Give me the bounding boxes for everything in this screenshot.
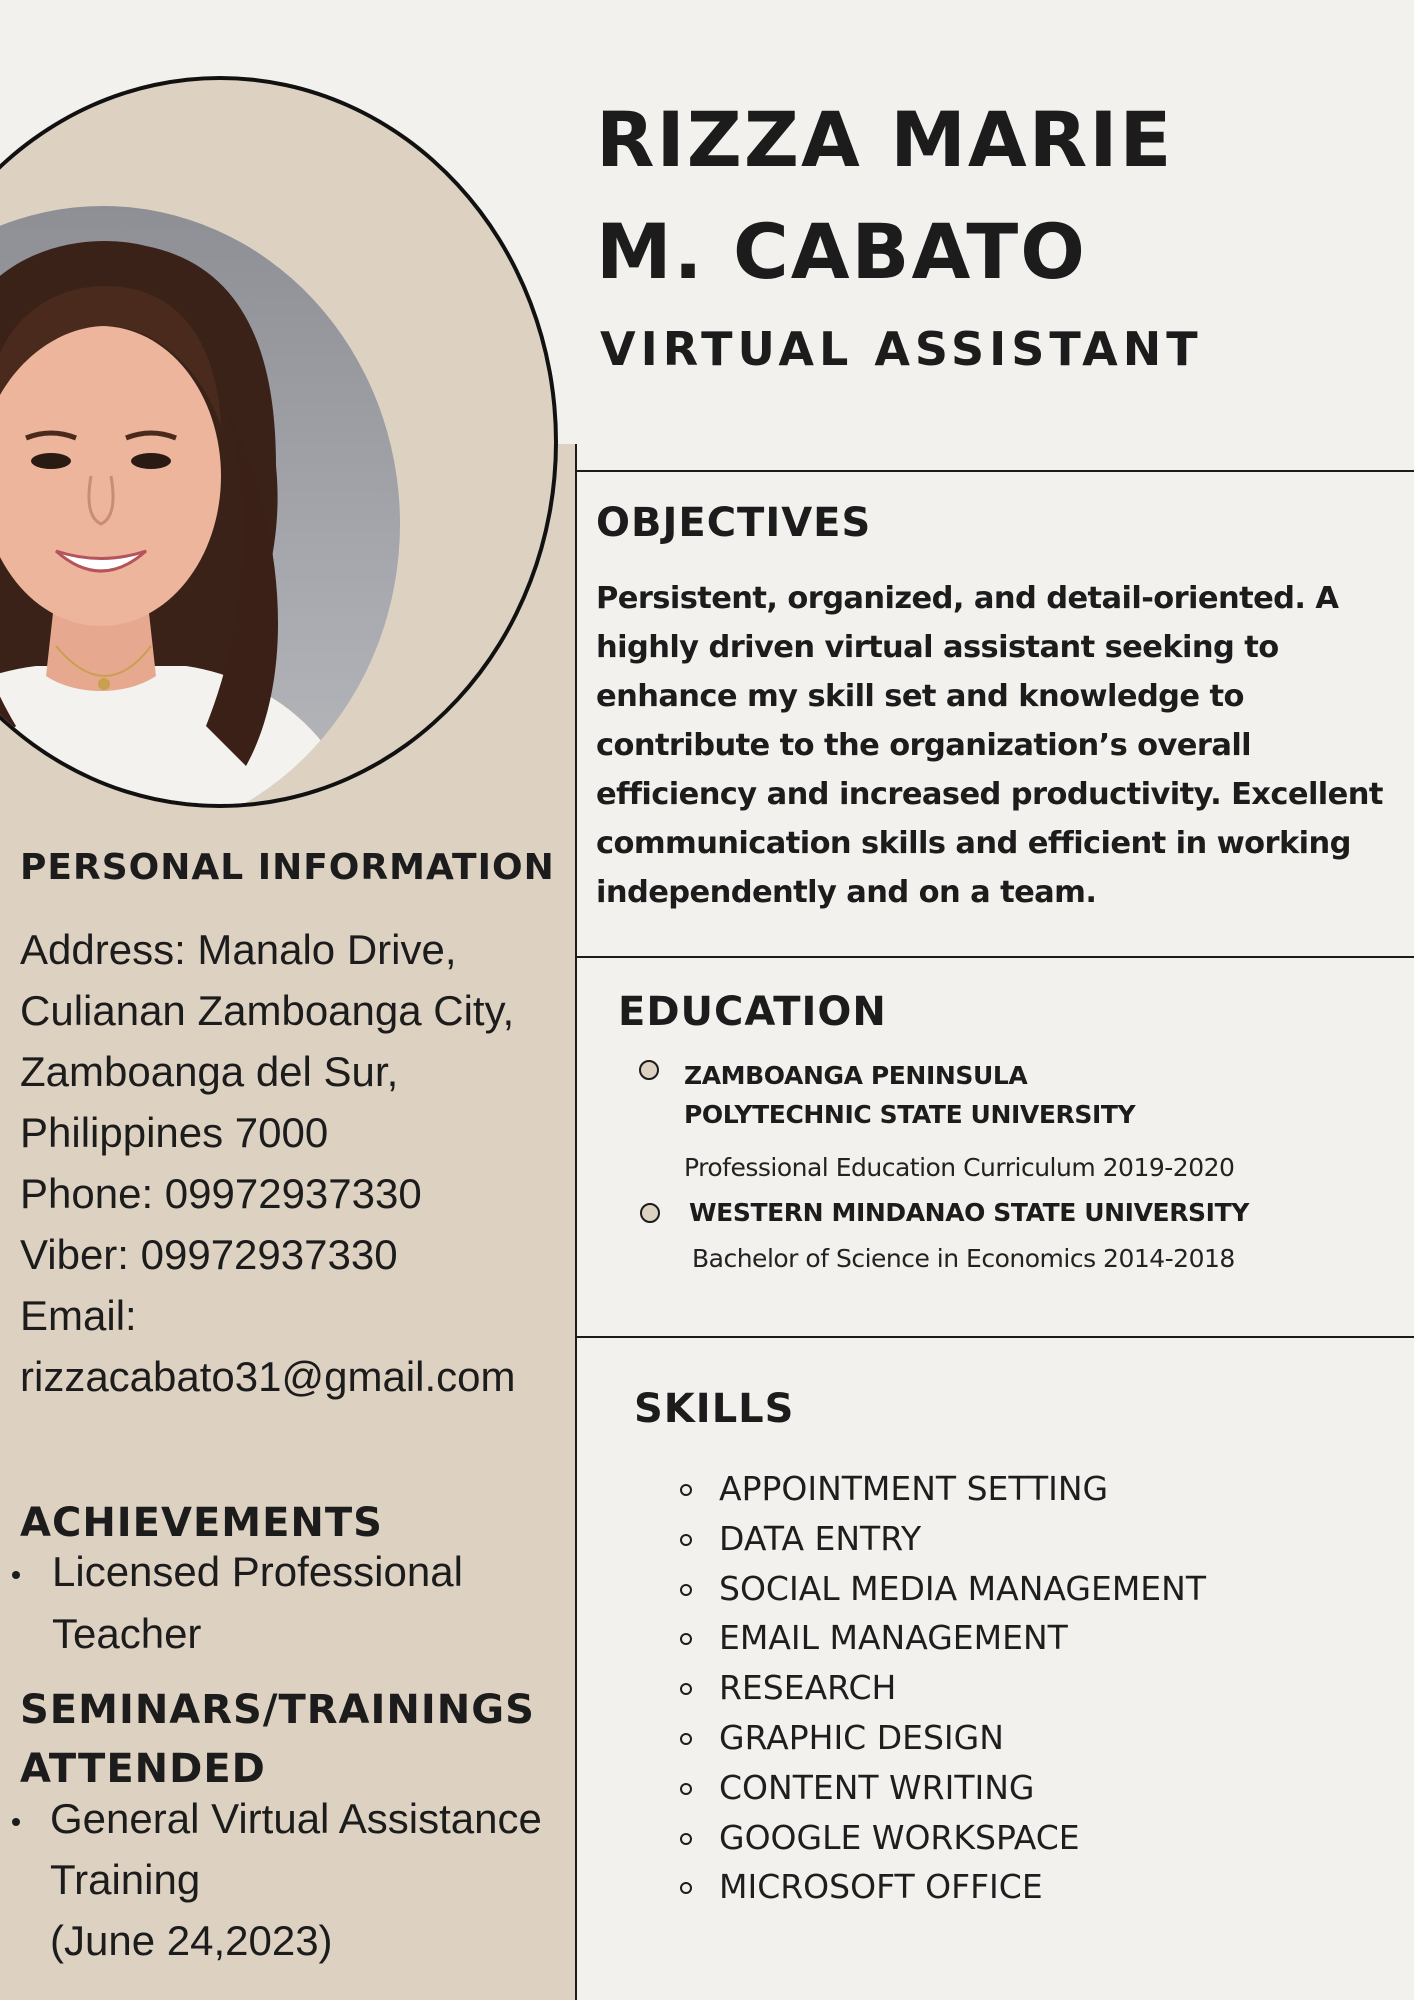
personal-information-heading: PERSONAL INFORMATION xyxy=(20,847,555,888)
address-line: Address: Manalo Drive, xyxy=(20,926,457,973)
seminar-item: General Virtual Assistance xyxy=(50,1795,542,1842)
portrait-illustration xyxy=(0,206,400,808)
education-heading: EDUCATION xyxy=(618,989,887,1035)
education-school-line: ZAMBOANGA PENINSULA xyxy=(684,1061,1028,1090)
skill-item: GRAPHIC DESIGN xyxy=(680,1713,1206,1763)
skill-item: MICROSOFT OFFICE xyxy=(680,1862,1206,1912)
skill-item: CONTENT WRITING xyxy=(680,1763,1206,1813)
seminar-item: (June 24,2023) xyxy=(50,1917,333,1964)
education-bullet-icon xyxy=(639,1060,659,1080)
name-first-line: RIZZA MARIE xyxy=(596,95,1174,184)
education-detail: Professional Education Curriculum 2019-2020 xyxy=(684,1153,1235,1182)
address-line: Zamboanga del Sur, xyxy=(20,1048,399,1095)
skill-item: SOCIAL MEDIA MANAGEMENT xyxy=(680,1564,1206,1614)
address-line: Culianan Zamboanga City, xyxy=(20,987,515,1034)
objectives-text: Persistent, organized, and detail-oriented. A highly driven virtual assistant seeking to enhance my skill set and knowledge to contribute to the organization’s overall efficiency and increased productivity. Excellent communication skills and efficient in working independently and on a team. xyxy=(596,581,1383,910)
skill-item: DATA ENTRY xyxy=(680,1514,1206,1564)
email-label: Email: xyxy=(20,1292,137,1339)
phone-line: Phone: 09972937330 xyxy=(20,1170,422,1217)
address-line: Philippines 7000 xyxy=(20,1109,329,1156)
seminars-heading: SEMINARS/TRAININGS xyxy=(20,1687,535,1733)
skill-item: RESEARCH xyxy=(680,1663,1206,1713)
bullet-icon xyxy=(12,1818,20,1826)
divider-middle xyxy=(577,956,1414,958)
seminars-heading: ATTENDED xyxy=(20,1746,266,1792)
skill-item: GOOGLE WORKSPACE xyxy=(680,1813,1206,1863)
divider-top xyxy=(577,470,1414,472)
education-detail: Bachelor of Science in Economics 2014-2018 xyxy=(692,1244,1235,1273)
achievements-heading: ACHIEVEMENTS xyxy=(20,1500,383,1546)
viber-line: Viber: 09972937330 xyxy=(20,1231,398,1278)
skills-heading: SKILLS xyxy=(634,1386,795,1432)
seminar-item: Training xyxy=(50,1856,201,1903)
email-address[interactable]: rizzacabato31@gmail.com xyxy=(20,1353,516,1400)
skill-item: APPOINTMENT SETTING xyxy=(680,1464,1206,1514)
divider-bottom xyxy=(577,1336,1414,1338)
skill-item: EMAIL MANAGEMENT xyxy=(680,1613,1206,1663)
name-second-line: M. CABATO xyxy=(596,207,1087,296)
achievement-item: Teacher xyxy=(52,1610,202,1657)
education-bullet-icon xyxy=(640,1203,660,1223)
education-school-line: POLYTECHNIC STATE UNIVERSITY xyxy=(684,1100,1136,1129)
education-school-line: WESTERN MINDANAO STATE UNIVERSITY xyxy=(689,1198,1249,1227)
objectives-heading: OBJECTIVES xyxy=(596,500,872,546)
skills-list xyxy=(680,1464,1206,1912)
achievement-item: Licensed Professional xyxy=(52,1548,463,1595)
job-title: VIRTUAL ASSISTANT xyxy=(600,322,1203,376)
profile-photo xyxy=(0,206,400,808)
bullet-icon xyxy=(12,1571,20,1579)
